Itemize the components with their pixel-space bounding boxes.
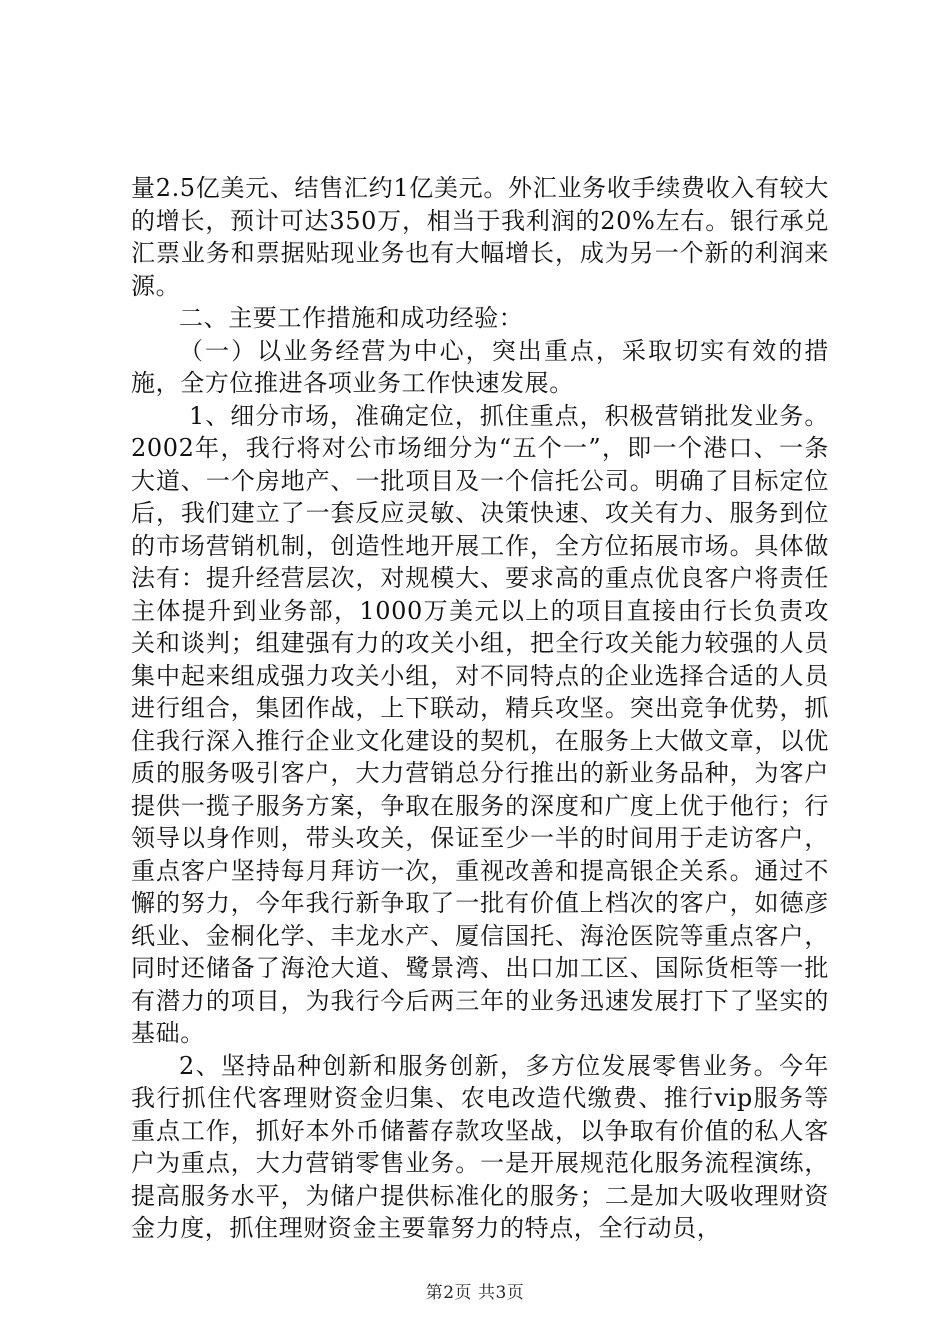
document-body xyxy=(131,172,829,1245)
section-heading-measures: 二、主要工作措施和成功经验： xyxy=(179,304,524,332)
paragraph-revenue-summary: 量2.5亿美元、结售汇约1亿美元。外汇业务收手续费收入有较大的增长，预计可达350万，相当于我利润的20%左右。银行承兑汇票业务和票据贴现业务也有大幅增长，成为另一个新的利润来源。 xyxy=(131,174,829,300)
paragraph-retail-business: 2、坚持品种创新和服务创新，多方位发展零售业务。今年我行抓住代客理财资金归集、农电改造代缴费、推行vip服务等重点工作，抓好本外币储蓄存款攻坚战，以争取有价值的私人客户为重点，大力营销零售业务。一是开展规范化服务流程演练，提高服务水平，为储户提供标准化的服务；二是加大吸收理财资金力度，抓住理财资金主要靠努力的特点，全行动员， xyxy=(131,1051,829,1242)
page-number-footer: 第2页 共3页 xyxy=(425,1283,525,1303)
subsection-heading-1: （一）以业务经营为中心，突出重点，采取切实有效的措施，全方位推进各项业务工作快速发展。 xyxy=(131,336,829,397)
paragraph-wholesale-business: 1、细分市场，准确定位，抓住重点，积极营销批发业务。2002年，我行将对公市场细分为“五个一”，即一个港口、一条大道、一个房地产、一批项目及一个信托公司。明确了目标定位后，我们建立了一套反应灵敏、决策快速、攻关有力、服务到位的市场营销机制，创造性地开展工作，全方位拓展市场。具体做法有：提升经营层次，对规模大、要求高的重点优良客户将责任主体提升到业务部，1000万美元以上的项目直接由行长负责攻关和谈判；组建强有力的攻关小组，把全行攻关能力较强的人员集中起来组成强力攻关小组，对不同特点的企业选择合适的人员进行组合，集团作战，上下联动，精兵攻坚。突出竞争优势，抓住我行深入推行企业文化建设的契机，在服务上大做文章，以优质的服务吸引客户，大力营销总分行推出的新业务品种，为客户提供一揽子服务方案，争取在服务的深度和广度上优于他行；行领导以身作则，带头攻关，保证至少一半的时间用于走访客户，重点客户坚持每月拜访一次，重视改善和提高银企关系。通过不懈的努力，今年我行新争取了一批有价值上档次的客户，如德彦纸业、金桐化学、丰龙水产、厦信国托、海沧医院等重点客户，同时还储备了海沧大道、鹭景湾、出口加工区、国际货柜等一批有潜力的项目，为我行今后两三年的业务迅速发展打下了坚实的基础。 xyxy=(131,401,829,1047)
